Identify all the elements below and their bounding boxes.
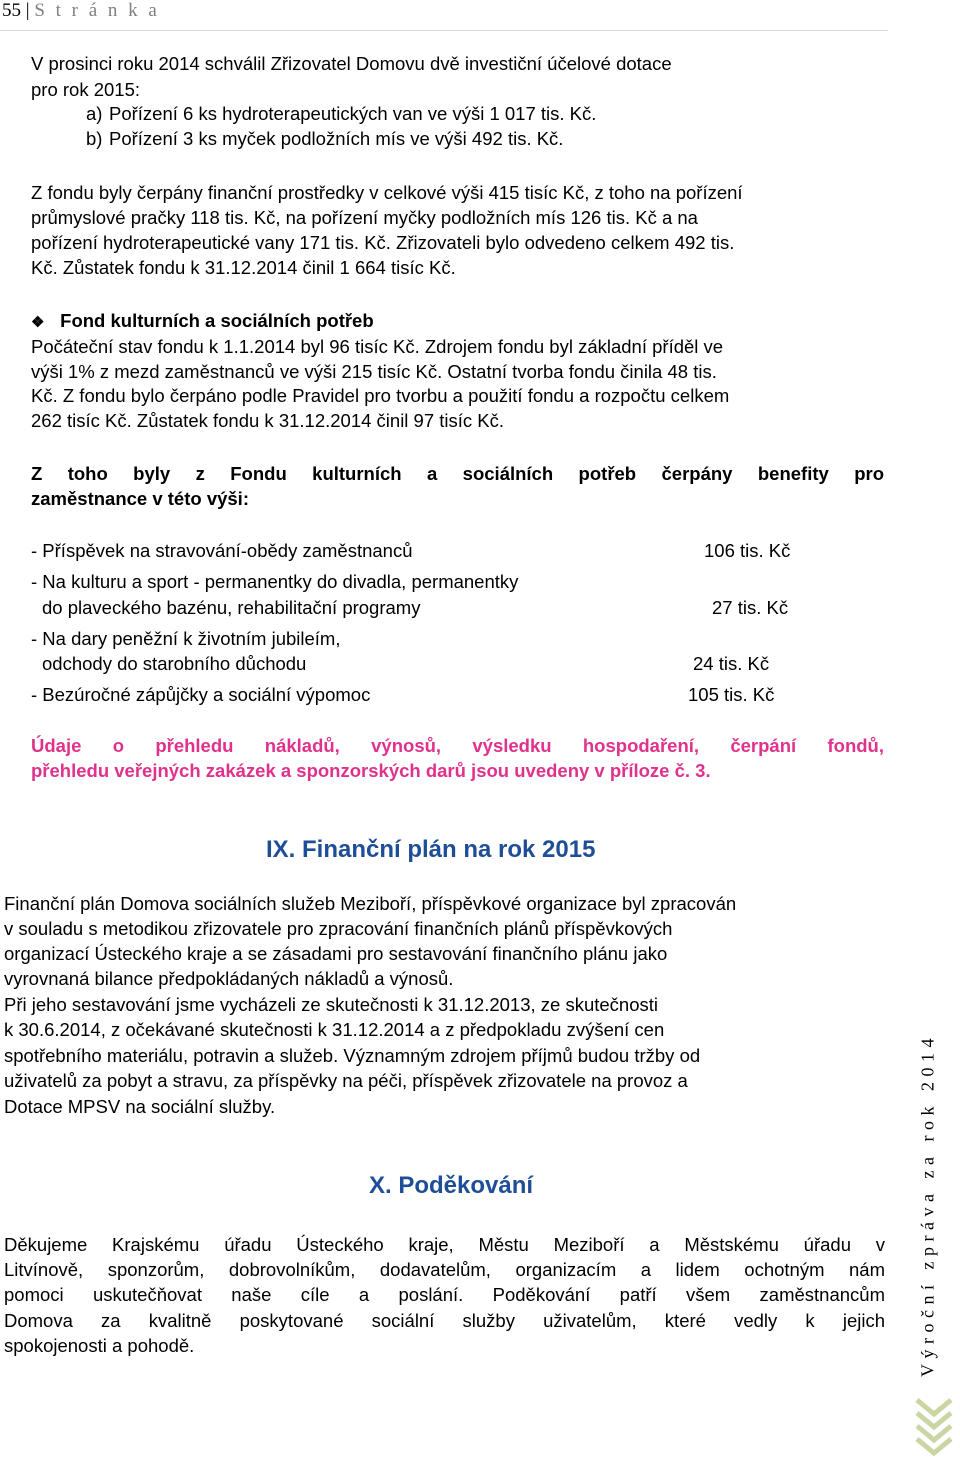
benefit-item-3: - Na dary peněžní k životním jubileím, [31, 628, 341, 649]
item-b-text: Pořízení 3 ks myček podložních mís ve výši 492 tis. Kč. [109, 128, 564, 149]
page-label: S t r á n k a [34, 0, 160, 21]
fksp-line-4: 262 tisíc Kč. Zůstatek fondu k 31.12.2014 činil 97 tisíc Kč. [31, 410, 505, 431]
p2-line-3: pořízení hydroterapeutické vany 171 tis. Kč. Zřizovateli bylo odvedeno celkem 492 tis. [31, 232, 735, 253]
s9-line-7: spotřebního materiálu, potravin a služeb. Významným zdrojem příjmů budou tržby od [4, 1045, 701, 1066]
s9-line-1: Finanční plán Domova sociálních služeb Meziboří, příspěvkové organizace byl zpracován [4, 893, 737, 914]
benefit-amount-2: 27 tis. Kč [712, 597, 789, 618]
diamond-bullet-icon: ❖ [31, 314, 45, 331]
section-9-heading: IX. Finanční plán na rok 2015 [266, 836, 596, 863]
benefit-item-4: - Bezúročné zápůjčky a sociální výpomoc [31, 684, 371, 705]
s10-line-2: Litvínově, sponzorům, dobrovolníkům, dodavatelům, organizacím a lidem ochotným nám [4, 1259, 885, 1280]
p2-line-4: Kč. Zůstatek fondu k 31.12.2014 činil 1 664 tisíc Kč. [31, 257, 456, 278]
s10-line-4: Domova za kvalitně poskytované sociální služby uživatelům, které vedly k jejich [4, 1310, 885, 1331]
s9-line-6: k 30.6.2014, z očekávané skutečnosti k 31.12.2014 a z předpokladu zvýšení cen [4, 1019, 665, 1040]
s10-line-3: pomoci uskutečňovat naše cíle a poslání. Poděkování patří všem zaměstnancům [4, 1284, 885, 1305]
s9-line-3: organizací Ústeckého kraje a se zásadami pro sestavování finančního plánu jako [4, 943, 668, 964]
fksp-line-1: Počáteční stav fondu k 1.1.2014 byl 96 tisíc Kč. Zdrojem fondu byl základní příděl ve [31, 336, 724, 357]
s10-line-1: Děkujeme Krajskému úřadu Ústeckého kraje, Městu Meziboří a Městskému úřadu v [4, 1234, 885, 1255]
item-a-text: Pořízení 6 ks hydroterapeutických van ve výši 1 017 tis. Kč. [109, 103, 597, 124]
p1-line-1: V prosinci roku 2014 schválil Zřizovatel Domovu dvě investiční účelové dotace [31, 53, 672, 74]
p2-line-1: Z fondu byly čerpány finanční prostředky v celkové výši 415 tisíc Kč, z toho na pořízení [31, 182, 743, 203]
page-number [2, 0, 160, 22]
benefit-amount-1: 106 tis. Kč [704, 540, 791, 561]
item-b-marker: b) [86, 128, 103, 149]
sidebar-report-title [908, 1033, 948, 1377]
p1-line-2: pro rok 2015: [31, 79, 141, 100]
benefit-item-2-cont: do plaveckého bazénu, rehabilitační programy [42, 597, 421, 618]
s9-line-8: uživatelů za pobyt a stravu, za příspěvky na péči, příspěvek zřizovatele na provoz a [4, 1070, 688, 1091]
fksp-line-2: výši 1% z mezd zaměstnanců ve výši 215 tisíc Kč. Ostatní tvorba fondu činila 48 tis. [31, 361, 717, 382]
benefit-amount-4: 105 tis. Kč [688, 684, 775, 705]
s9-line-5: Při jeho sestavování jsme vycházeli ze skutečnosti k 31.12.2013, ze skutečnosti [4, 994, 659, 1015]
benefit-item-3-cont: odchody do starobního důchodu [42, 653, 307, 674]
chevron-down-icon [914, 1394, 954, 1460]
p2-line-2: průmyslové pračky 118 tis. Kč, na pořízení myčky podložních mís 126 tis. Kč a na [31, 207, 698, 228]
fksp-line-3: Kč. Z fondu bylo čerpáno podle Pravidel pro tvorbu a použití fondu a rozpočtu celkem [31, 385, 730, 406]
s9-line-9: Dotace MPSV na sociální služby. [4, 1096, 276, 1117]
page-number-value: 55 [2, 0, 21, 21]
benefit-item-1: - Příspěvek na stravování-obědy zaměstnanců [31, 540, 413, 561]
section-10-heading: X. Poděkování [369, 1172, 534, 1199]
fksp-title: Fond kulturních a sociálních potřeb [60, 310, 374, 331]
s9-line-4: vyrovnaná bilance předpokládaných nákladů a výnosů. [4, 968, 454, 989]
annex-note-line-2: přehledu veřejných zakázek a sponzorských darů jsou uvedeny v příloze č. 3. [31, 760, 711, 781]
benefits-heading-2: zaměstnance v této výši: [31, 488, 249, 509]
benefit-amount-3: 24 tis. Kč [693, 653, 770, 674]
s9-line-2: v souladu s metodikou zřizovatele pro zpracování finančních plánů příspěvkových [4, 918, 673, 939]
header-separator: | [25, 0, 30, 21]
sidebar-text: Výroční zpráva za rok 2014 [917, 1033, 938, 1377]
benefit-item-2: - Na kulturu a sport - permanentky do divadla, permanentky [31, 571, 519, 592]
benefits-heading-1: Z toho byly z Fondu kulturních a sociálních potřeb čerpány benefity pro [31, 463, 884, 484]
item-a-marker: a) [86, 103, 103, 124]
annex-note-line-1: Údaje o přehledu nákladů, výnosů, výsledku hospodaření, čerpání fondů, [31, 735, 884, 756]
fksp-title-row [31, 309, 374, 335]
s10-line-5: spokojenosti a pohodě. [4, 1335, 195, 1356]
header-divider [0, 30, 888, 31]
